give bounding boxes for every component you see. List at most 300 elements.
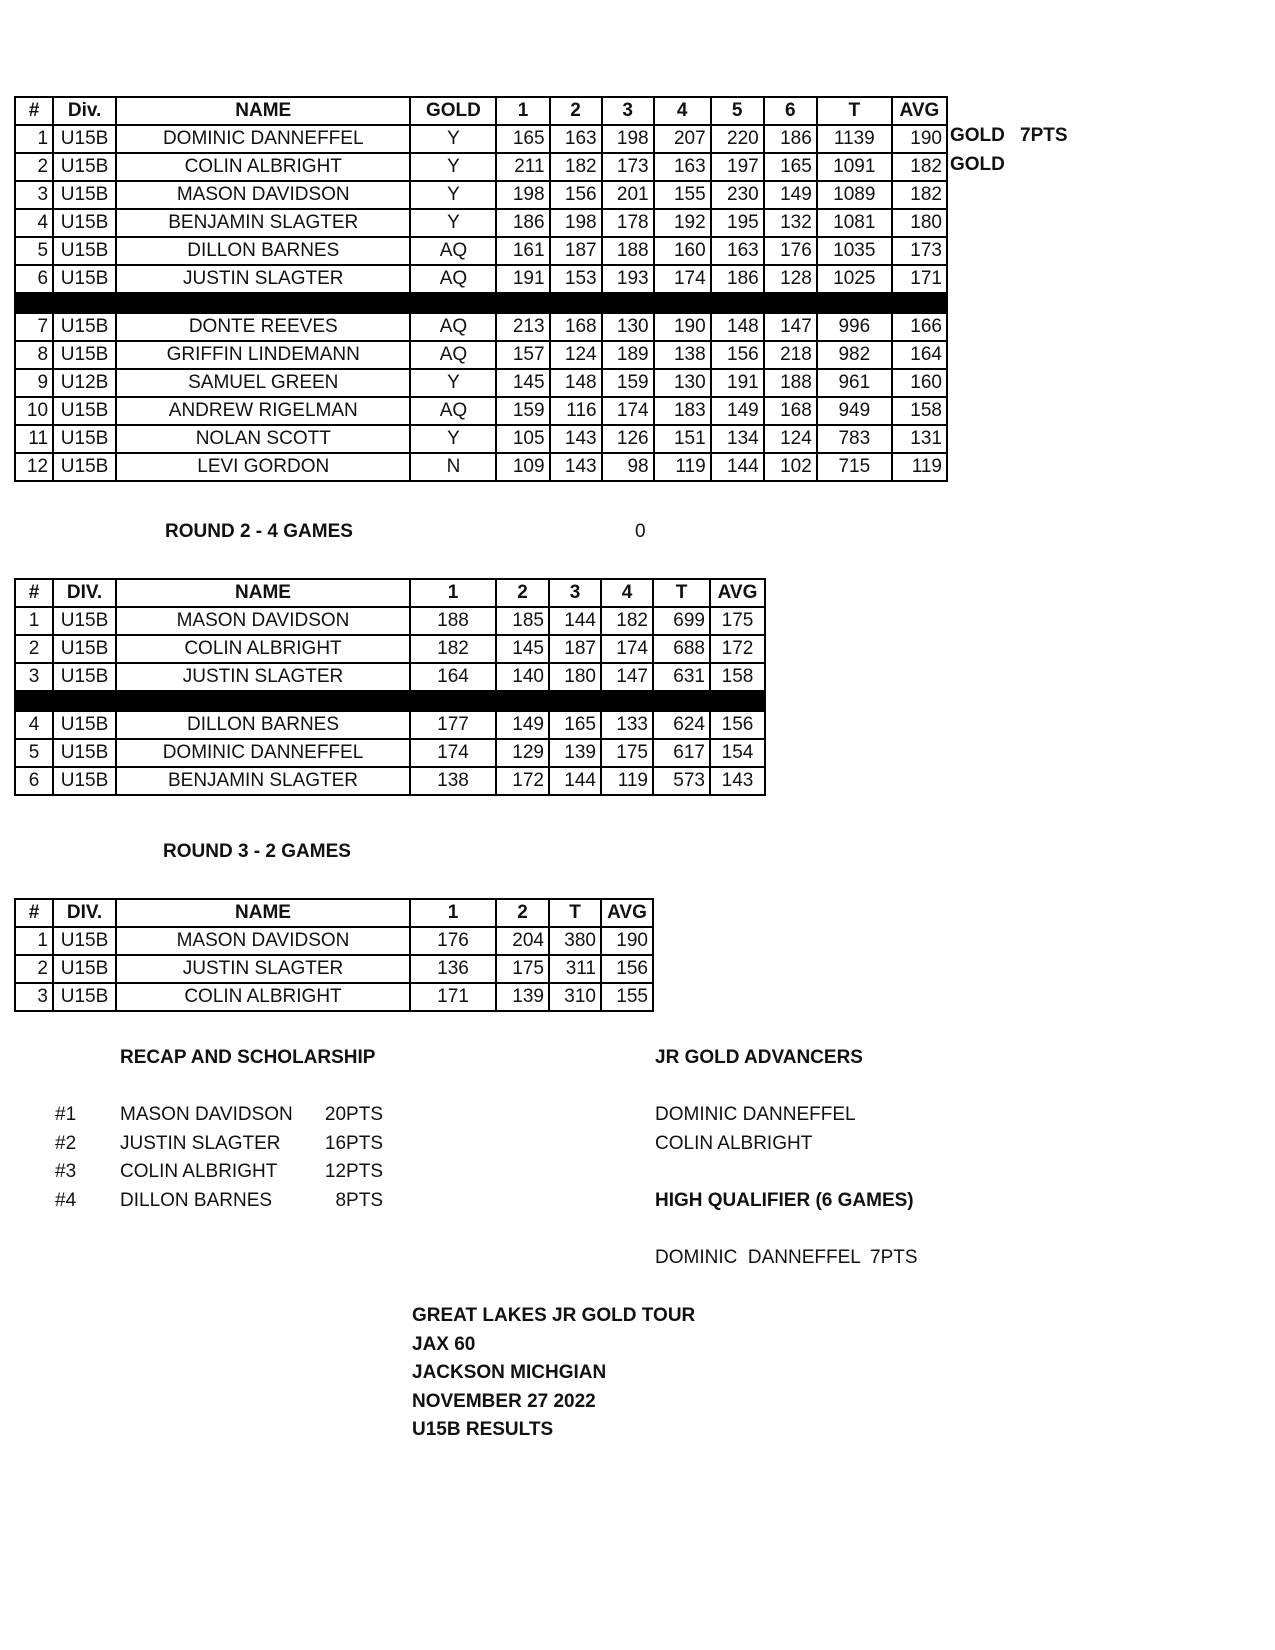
column-header: 6 [764,97,817,125]
table-cell: 168 [764,397,817,425]
table-cell: 109 [496,453,549,481]
table-cell: 161 [496,237,549,265]
table-cell: 159 [496,397,549,425]
table-cell: COLIN ALBRIGHT [116,635,410,663]
table-cell: U15B [53,209,116,237]
table-cell: U12B [53,369,116,397]
table-cell: 617 [653,739,710,767]
recap-points: 16PTS [324,1132,383,1154]
advancers-title: JR GOLD ADVANCERS [655,1047,863,1068]
table-cell: 175 [601,739,653,767]
table-cell: 1 [15,607,53,635]
table-cell: 3 [15,983,53,1011]
table-cell: GRIFFIN LINDEMANN [116,341,410,369]
round2-stray-value: 0 [635,521,646,542]
table-cell: ANDREW RIGELMAN [116,397,410,425]
recap-name: MASON DAVIDSON [120,1104,293,1125]
table-row [15,209,947,237]
table-cell: 143 [550,425,602,453]
table-cell: 119 [601,767,653,795]
column-header: T [549,899,601,927]
table-cell: NOLAN SCOTT [116,425,410,453]
table-cell: 190 [654,313,711,341]
table-cell: AQ [410,265,496,293]
table-row [15,983,653,1011]
table-cell: COLIN ALBRIGHT [116,153,410,181]
table-cell: 10 [15,397,53,425]
table-cell: 186 [764,125,817,153]
table-cell: Y [410,209,496,237]
recap-rank: #3 [55,1161,77,1182]
column-header: NAME [116,579,410,607]
table-row [15,181,947,209]
table-cell: 1035 [817,237,892,265]
table-cell: DOMINIC DANNEFFEL [116,739,410,767]
table-row [15,711,765,739]
table-cell: 213 [496,313,549,341]
table-cell: 124 [550,341,602,369]
table-cell: 130 [602,313,654,341]
event-line-division: U15B RESULTS [412,1419,554,1440]
table-cell: 138 [654,341,711,369]
table-cell: DILLON BARNES [116,237,410,265]
table-cell: 158 [892,397,947,425]
table-cell: 198 [602,125,654,153]
table-cell: MASON DAVIDSON [116,927,410,955]
table-cell: 153 [550,265,602,293]
table-cell: 134 [711,425,764,453]
recap-name: COLIN ALBRIGHT [120,1161,278,1182]
table-cell: 982 [817,341,892,369]
table-cell: 176 [764,237,817,265]
table-cell: 1 [15,927,53,955]
column-header: 1 [410,899,496,927]
table-cell: 7 [15,313,53,341]
table-cell: 132 [764,209,817,237]
table-cell: 149 [496,711,549,739]
table-cell: 176 [410,927,496,955]
table-cell: 310 [549,983,601,1011]
column-header: 4 [654,97,711,125]
table-cell: 182 [550,153,602,181]
round3-title: ROUND 3 - 2 GAMES [163,841,351,862]
column-header: AVG [892,97,947,125]
event-line-date: NOVEMBER 27 2022 [412,1391,596,1412]
table-cell: 144 [549,607,601,635]
table-cell: 156 [710,711,765,739]
table-cell: U15B [53,397,116,425]
table-cell: 163 [711,237,764,265]
table-cell: 144 [549,767,601,795]
table-cell: 102 [764,453,817,481]
table-cell: 631 [653,663,710,691]
column-header: DIV. [53,899,116,927]
table-row [15,397,947,425]
table-cell: 211 [496,153,549,181]
table-row [15,663,765,691]
table-cell: 380 [549,927,601,955]
table-cell: 192 [654,209,711,237]
column-header: 2 [550,97,602,125]
table-cell: 175 [710,607,765,635]
table-cell: U15B [53,739,116,767]
table-cell: 187 [549,635,601,663]
table-cell: 6 [15,265,53,293]
table-cell: JUSTIN SLAGTER [116,265,410,293]
round2-table [14,578,766,796]
points-note-row1: 7PTS [1020,125,1068,146]
table-cell: Y [410,181,496,209]
column-header: # [15,899,53,927]
table-cell: 218 [764,341,817,369]
table-cell: 151 [654,425,711,453]
column-header: Div. [53,97,116,125]
table-cell: 174 [654,265,711,293]
table-cell: 220 [711,125,764,153]
table-cell: 783 [817,425,892,453]
table-cell: AQ [410,397,496,425]
table-cell: 688 [653,635,710,663]
table-cell: 996 [817,313,892,341]
table-row [15,955,653,983]
round3-table [14,898,654,1012]
table-cell: 165 [549,711,601,739]
table-row [15,927,653,955]
table-cell: DONTE REEVES [116,313,410,341]
column-header: T [653,579,710,607]
recap-name: JUSTIN SLAGTER [120,1132,281,1154]
table-cell: 182 [410,635,496,663]
table-cell: DILLON BARNES [116,711,410,739]
table-cell: U15B [53,313,116,341]
column-header: # [15,97,53,125]
event-line-tour: GREAT LAKES JR GOLD TOUR [412,1305,696,1326]
table-cell: U15B [53,181,116,209]
table-cell: 163 [654,153,711,181]
table-cell: 2 [15,635,53,663]
table-cell: 140 [496,663,549,691]
column-header: NAME [116,97,410,125]
table-cell: 182 [892,153,947,181]
table-cell: 156 [601,955,653,983]
table-cell: 163 [550,125,602,153]
round2-header-row [15,579,765,607]
recap-points: 8PTS [335,1189,383,1211]
table-cell: U15B [53,607,116,635]
table-cell: 145 [496,369,549,397]
table-cell: 130 [654,369,711,397]
column-header: DIV. [53,579,116,607]
table-cell: 188 [764,369,817,397]
table-cell: U15B [53,341,116,369]
advancer-item: COLIN ALBRIGHT [655,1133,813,1154]
table-cell: 189 [602,341,654,369]
table-row [15,313,947,341]
table-cell: 165 [764,153,817,181]
column-header: 2 [496,579,549,607]
table-cell: 160 [892,369,947,397]
table-cell: U15B [53,453,116,481]
table-cell: 178 [602,209,654,237]
table-cell: 174 [601,635,653,663]
table-cell: 139 [496,983,549,1011]
table-cell: 149 [764,181,817,209]
table-cell: 124 [764,425,817,453]
table-cell: 2 [15,955,53,983]
table-cell: 131 [892,425,947,453]
table-cell: 190 [892,125,947,153]
table-cell: 164 [892,341,947,369]
recap-rank: #4 [55,1189,77,1211]
high-qualifier-name: DOMINIC DANNEFFEL [655,1247,861,1268]
table-row [15,341,947,369]
table-cell: AQ [410,237,496,265]
table-cell: U15B [53,635,116,663]
table-cell: 175 [496,955,549,983]
recap-rank: #1 [55,1104,77,1125]
table-cell: 174 [602,397,654,425]
table-cell: U15B [53,425,116,453]
table-cell: 180 [892,209,947,237]
table-cell: MASON DAVIDSON [116,181,410,209]
table-cell: JUSTIN SLAGTER [116,663,410,691]
recap-title: RECAP AND SCHOLARSHIP [120,1047,376,1068]
table-cell: 201 [602,181,654,209]
separator-cell [15,691,765,711]
table-cell: 164 [410,663,496,691]
table-row [15,767,765,795]
table-row [15,153,947,181]
table-cell: 4 [15,209,53,237]
table-cell: 157 [496,341,549,369]
table-cell: 1139 [817,125,892,153]
round3-header-row [15,899,653,927]
separator-cell [15,293,947,313]
table-cell: 198 [496,181,549,209]
table-cell: 145 [496,635,549,663]
table-cell: 1089 [817,181,892,209]
table-cell: 188 [602,237,654,265]
table-cell: 4 [15,711,53,739]
table-cell: 230 [711,181,764,209]
table-cell: U15B [53,711,116,739]
recap-points: 20PTS [324,1104,383,1125]
table-cell: 12 [15,453,53,481]
table-cell: 154 [710,739,765,767]
table-row [15,265,947,293]
table-cell: 961 [817,369,892,397]
table-cell: 155 [654,181,711,209]
table-cell: 182 [601,607,653,635]
column-header: 1 [410,579,496,607]
table-cell: U15B [53,983,116,1011]
table-cell: 8 [15,341,53,369]
table-row [15,125,947,153]
table-cell: 3 [15,663,53,691]
table-cell: 133 [601,711,653,739]
high-qualifier-points: 7PTS [870,1247,918,1268]
cut-line-separator [15,691,765,711]
table-cell: 311 [549,955,601,983]
table-cell: AQ [410,341,496,369]
table-cell: 166 [892,313,947,341]
table-cell: 119 [892,453,947,481]
table-cell: 144 [711,453,764,481]
table-cell: 119 [654,453,711,481]
table-cell: 138 [410,767,496,795]
table-cell: 148 [711,313,764,341]
table-cell: Y [410,369,496,397]
table-cell: 156 [711,341,764,369]
table-cell: 1091 [817,153,892,181]
table-cell: 129 [496,739,549,767]
round1-table [14,96,948,482]
table-cell: U15B [53,955,116,983]
table-cell: 155 [601,983,653,1011]
table-cell: AQ [410,313,496,341]
column-header: 2 [496,899,549,927]
table-cell: U15B [53,767,116,795]
table-cell: 1 [15,125,53,153]
gold-note-row2: GOLD [950,154,1005,175]
column-header: 3 [549,579,601,607]
table-cell: 204 [496,927,549,955]
table-cell: 165 [496,125,549,153]
high-qualifier-title: HIGH QUALIFIER (6 GAMES) [655,1190,914,1211]
table-cell: U15B [53,663,116,691]
table-cell: 159 [602,369,654,397]
table-cell: 182 [892,181,947,209]
gold-note-row1: GOLD [950,125,1005,146]
table-cell: U15B [53,927,116,955]
table-cell: 9 [15,369,53,397]
table-cell: 158 [710,663,765,691]
table-cell: 187 [550,237,602,265]
table-cell: 116 [550,397,602,425]
column-header: AVG [710,579,765,607]
table-cell: 197 [711,153,764,181]
table-cell: LEVI GORDON [116,453,410,481]
table-cell: 156 [550,181,602,209]
table-cell: 173 [892,237,947,265]
table-cell: Y [410,125,496,153]
recap-points: 12PTS [324,1161,383,1182]
advancer-item: DOMINIC DANNEFFEL [655,1104,856,1125]
table-cell: 126 [602,425,654,453]
column-header: 1 [496,97,549,125]
event-line-center: JAX 60 [412,1334,476,1355]
table-row [15,635,765,663]
table-cell: 128 [764,265,817,293]
table-cell: 624 [653,711,710,739]
table-cell: 715 [817,453,892,481]
column-header: 3 [602,97,654,125]
column-header: AVG [601,899,653,927]
table-cell: 2 [15,153,53,181]
table-cell: 186 [711,265,764,293]
table-cell: 160 [654,237,711,265]
table-cell: DOMINIC DANNEFFEL [116,125,410,153]
round2-title: ROUND 2 - 4 GAMES [165,521,353,542]
round1-header-row [15,97,947,125]
table-cell: 136 [410,955,496,983]
table-cell: 143 [710,767,765,795]
column-header: 5 [711,97,764,125]
table-cell: 172 [496,767,549,795]
table-cell: 5 [15,739,53,767]
table-cell: Y [410,425,496,453]
table-cell: 168 [550,313,602,341]
table-cell: 105 [496,425,549,453]
table-cell: 149 [711,397,764,425]
column-header: NAME [116,899,410,927]
table-cell: U15B [53,125,116,153]
table-cell: 98 [602,453,654,481]
table-row [15,425,947,453]
table-cell: 193 [602,265,654,293]
table-cell: 1081 [817,209,892,237]
table-cell: 183 [654,397,711,425]
table-cell: 148 [550,369,602,397]
table-cell: 207 [654,125,711,153]
column-header: # [15,579,53,607]
column-header: 4 [601,579,653,607]
recap-name: DILLON BARNES [120,1189,273,1211]
table-cell: 171 [410,983,496,1011]
table-cell: 11 [15,425,53,453]
table-cell: 147 [764,313,817,341]
table-cell: BENJAMIN SLAGTER [116,209,410,237]
table-cell: BENJAMIN SLAGTER [116,767,410,795]
column-header: T [817,97,892,125]
table-cell: MASON DAVIDSON [116,607,410,635]
table-cell: Y [410,153,496,181]
table-cell: 185 [496,607,549,635]
table-cell: 3 [15,181,53,209]
table-cell: 190 [601,927,653,955]
table-row [15,739,765,767]
table-cell: 699 [653,607,710,635]
table-cell: 1025 [817,265,892,293]
table-cell: 180 [549,663,601,691]
table-cell: 172 [710,635,765,663]
table-cell: COLIN ALBRIGHT [116,983,410,1011]
table-cell: 173 [602,153,654,181]
table-row [15,453,947,481]
table-cell: 174 [410,739,496,767]
table-cell: 573 [653,767,710,795]
table-cell: U15B [53,153,116,181]
table-cell: U15B [53,237,116,265]
table-cell: 191 [496,265,549,293]
table-cell: 5 [15,237,53,265]
table-cell: 139 [549,739,601,767]
table-cell: SAMUEL GREEN [116,369,410,397]
table-cell: 949 [817,397,892,425]
table-cell: 198 [550,209,602,237]
table-cell: 188 [410,607,496,635]
table-cell: N [410,453,496,481]
table-cell: 195 [711,209,764,237]
table-cell: JUSTIN SLAGTER [116,955,410,983]
table-cell: 191 [711,369,764,397]
table-cell: 186 [496,209,549,237]
recap-rank: #2 [55,1132,77,1154]
table-cell: 177 [410,711,496,739]
table-cell: 143 [550,453,602,481]
table-cell: 147 [601,663,653,691]
table-cell: 6 [15,767,53,795]
